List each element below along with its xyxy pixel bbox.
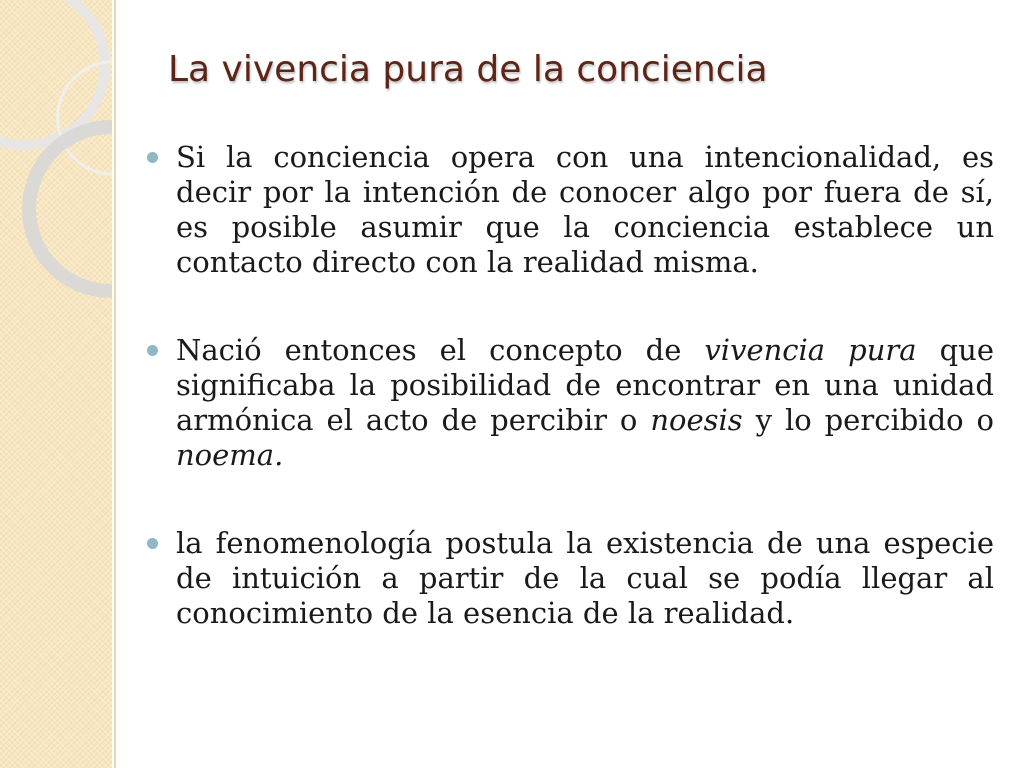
bullet-item-1 (176, 140, 994, 280)
bullet-list (176, 140, 994, 684)
bullet-item-3 (176, 526, 994, 631)
bullet-text (176, 140, 994, 279)
bullet-dot-icon (147, 152, 158, 163)
bullet-text-run: Nació entonces el concepto de (176, 333, 705, 367)
bullet-dot-icon (147, 345, 158, 356)
bullet-item-2 (176, 333, 994, 473)
bullet-dot-icon (147, 538, 158, 549)
slide-title: La vivencia pura de la conciencia (168, 49, 768, 90)
bullet-text-run: que significaba la posibilidad de encontrar en una unidad armónica el acto de percibir o (176, 333, 994, 437)
bullet-text-italic-run: noema. (176, 438, 284, 472)
decorative-side-panel (0, 0, 112, 768)
bullet-text-italic-run: noesis (650, 403, 743, 437)
bullet-text (176, 333, 994, 472)
side-divider-line (114, 0, 116, 768)
bullet-text-italic-run: vivencia pura (704, 333, 917, 367)
bullet-text-run: Si la conciencia opera con una intencionalidad, es decir por la intención de conocer algo por fuera de sí, es posible asumir que la conciencia establece un contacto directo con la realidad misma. (176, 140, 994, 279)
bullet-text-run: y lo percibido o (742, 403, 994, 437)
bullet-text-run: la fenomenología postula la existencia de una especie de intuición a partir de la cual se podía llegar al conocimiento de la esencia de la realidad. (176, 526, 994, 630)
bullet-text (176, 526, 994, 630)
